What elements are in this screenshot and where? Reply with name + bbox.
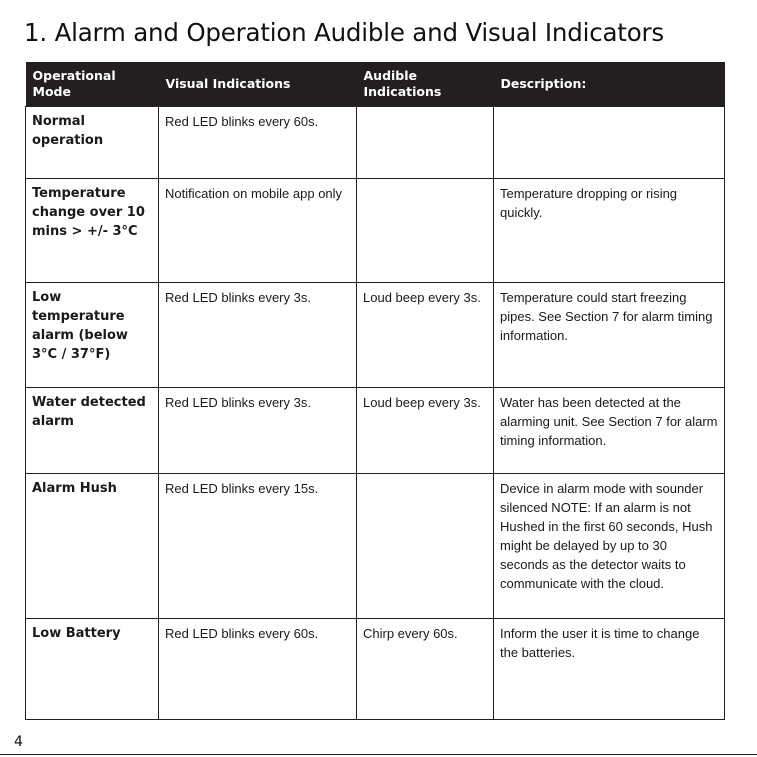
description-cell: Water has been detected at the alarming unit. See Section 7 for alarm timing information. [494,388,725,474]
column-header: Operational Mode [26,62,159,107]
page-title: 1. Alarm and Operation Audible and Visual Indicators [24,18,664,47]
audible-cell: Chirp every 60s. [357,619,494,720]
table-row [26,474,725,619]
footer-divider [0,754,757,755]
column-header: Visual Indications [159,62,357,107]
description-cell: Temperature could start freezing pipes. See Section 7 for alarm timing information. [494,283,725,388]
visual-cell: Red LED blinks every 15s. [159,474,357,619]
visual-cell: Red LED blinks every 60s. [159,619,357,720]
description-cell: Device in alarm mode with sounder silenced NOTE: If an alarm is not Hushed in the first 60 seconds, Hush might be delayed by up to 30 seconds as the detector waits to communicate with the cloud. [494,474,725,619]
page-number: 4 [14,734,23,750]
mode-cell: Low temperature alarm (below 3°C / 37°F) [26,283,159,388]
table-row [26,388,725,474]
audible-cell: Loud beep every 3s. [357,283,494,388]
audible-cell [357,179,494,283]
audible-cell [357,107,494,179]
mode-cell: Temperature change over 10 mins > +/- 3°C [26,179,159,283]
column-header: Audible Indications [357,62,494,107]
mode-cell: Alarm Hush [26,474,159,619]
audible-cell: Loud beep every 3s. [357,388,494,474]
audible-cell [357,474,494,619]
description-cell: Temperature dropping or rising quickly. [494,179,725,283]
table-row [26,619,725,720]
visual-cell: Red LED blinks every 3s. [159,283,357,388]
mode-cell: Low Battery [26,619,159,720]
visual-cell: Notification on mobile app only [159,179,357,283]
table-row [26,107,725,179]
mode-cell: Normal operation [26,107,159,179]
column-header: Description: [494,62,725,107]
table-row [26,179,725,283]
table-header-row [26,62,725,107]
description-cell [494,107,725,179]
indicators-table [25,62,725,720]
visual-cell: Red LED blinks every 3s. [159,388,357,474]
mode-cell: Water detected alarm [26,388,159,474]
table-row [26,283,725,388]
description-cell: Inform the user it is time to change the batteries. [494,619,725,720]
visual-cell: Red LED blinks every 60s. [159,107,357,179]
